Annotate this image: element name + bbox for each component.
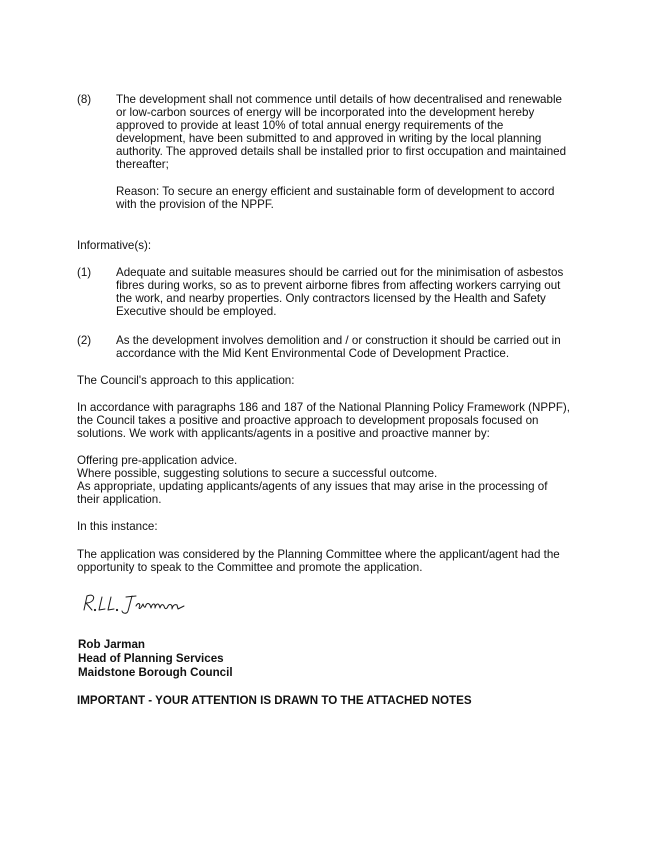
informative-text-line: fibres during works, so as to prevent airborne fibres from affecting workers carrying out <box>116 279 561 292</box>
informative-text-line: Executive should be employed. <box>116 305 277 318</box>
informative-number: (1) <box>77 266 92 279</box>
approach-paragraph-line: solutions. We work with applicants/agents in a positive and proactive manner by: <box>77 427 490 440</box>
handwritten-signature <box>78 590 203 618</box>
condition-text-line: or low-carbon sources of energy will be incorporated into the development hereby <box>116 106 535 119</box>
approach-list-line: their application. <box>77 493 162 506</box>
signatory-name: Rob Jarman <box>78 638 146 651</box>
condition-text-line: development, have been submitted to and approved in writing by the local planning <box>116 132 542 145</box>
condition-text-line: thereafter; <box>116 158 169 171</box>
signatory-organisation: Maidstone Borough Council <box>78 666 233 679</box>
condition-reason-line: Reason: To secure an energy efficient and sustainable form of development to accord <box>116 185 555 198</box>
important-notice: IMPORTANT - YOUR ATTENTION IS DRAWN TO THE ATTACHED NOTES <box>77 694 472 707</box>
condition-text-line: approved to provide at least 10% of total annual energy requirements of the <box>116 119 504 132</box>
approach-paragraph-line: In accordance with paragraphs 186 and 187 of the National Planning Policy Framework (NPPF), <box>77 401 570 414</box>
signatory-title: Head of Planning Services <box>78 652 224 665</box>
informatives-heading: Informative(s): <box>77 239 152 252</box>
approach-list-line: Where possible, suggesting solutions to secure a successful outcome. <box>77 467 438 480</box>
informative-text-line: As the development involves demolition and / or construction it should be carried out in <box>116 334 561 347</box>
condition-text-line: The development shall not commence until details of how decentralised and renewable <box>116 93 562 106</box>
informative-text-line: Adequate and suitable measures should be carried out for the minimisation of asbestos <box>116 266 564 279</box>
informative-text-line: the work, and nearby properties. Only contractors licensed by the Health and Safety <box>116 292 546 305</box>
condition-number: (8) <box>77 93 92 106</box>
approach-heading: The Council's approach to this application: <box>77 374 295 387</box>
condition-text-line: authority. The approved details shall be installed prior to first occupation and maintained <box>116 145 567 158</box>
instance-heading: In this instance: <box>77 520 158 533</box>
approach-list-line: As appropriate, updating applicants/agents of any issues that may arise in the processing of <box>77 480 548 493</box>
informative-number: (2) <box>77 334 92 347</box>
condition-reason-line: with the provision of the NPPF. <box>116 198 274 211</box>
instance-text-line: opportunity to speak to the Committee and promote the application. <box>77 561 423 574</box>
instance-text-line: The application was considered by the Planning Committee where the applicant/agent had the <box>77 548 560 561</box>
informative-text-line: accordance with the Mid Kent Environmental Code of Development Practice. <box>116 347 510 360</box>
approach-list-line: Offering pre-application advice. <box>77 454 238 467</box>
approach-paragraph-line: the Council takes a positive and proactive approach to development proposals focused on <box>77 414 539 427</box>
